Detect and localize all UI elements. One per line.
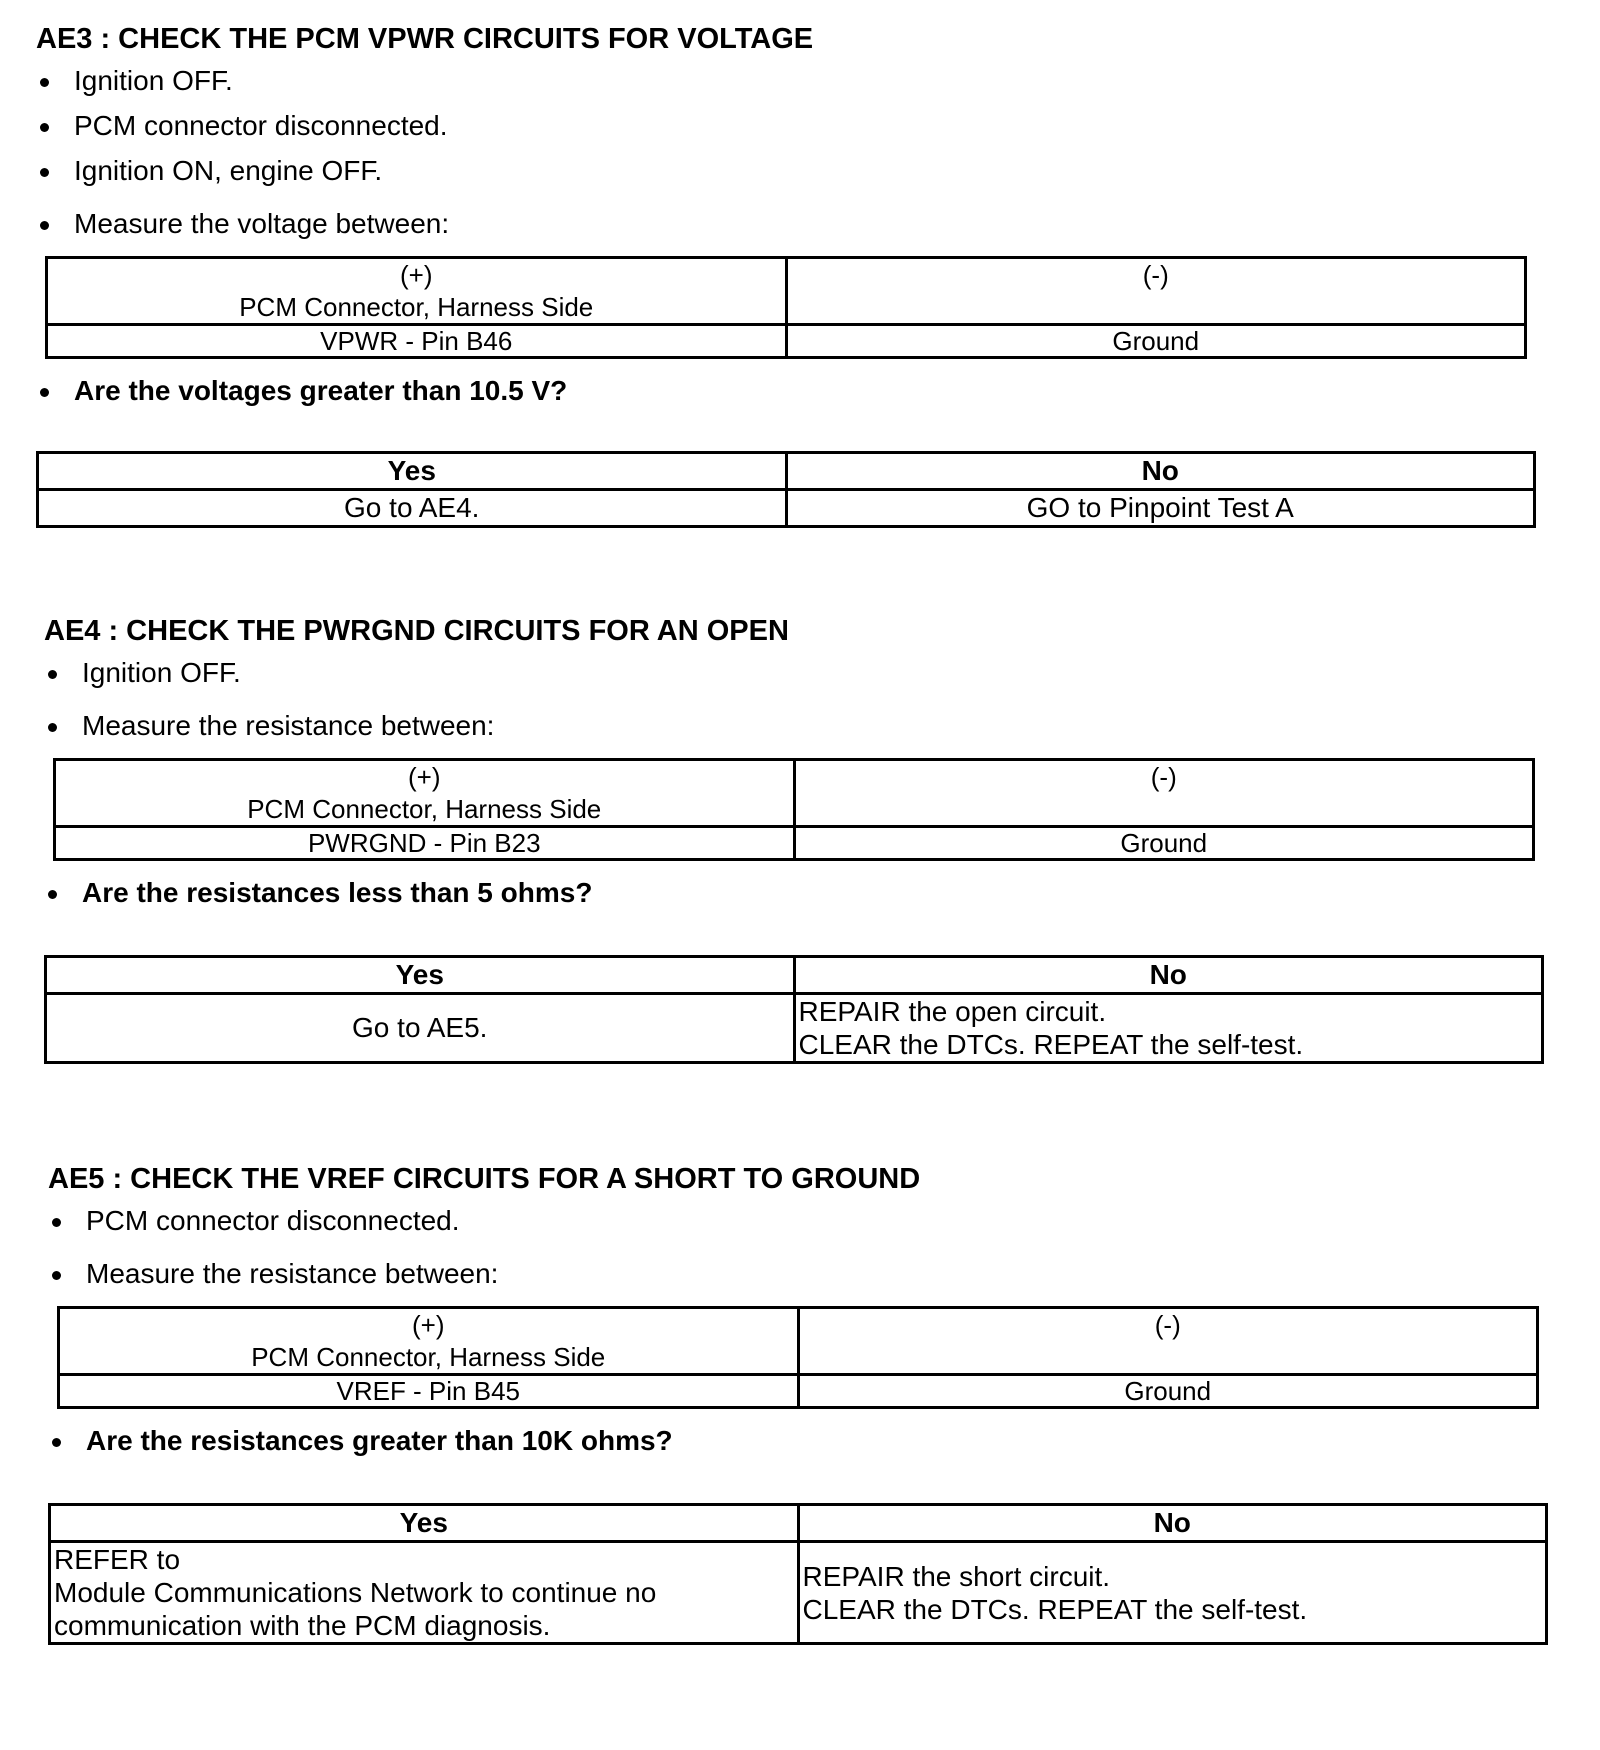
result-table xyxy=(36,451,1536,528)
plus-subheader: PCM Connector, Harness Side xyxy=(239,292,594,322)
table-row xyxy=(38,490,1535,527)
step-item: Ignition OFF. xyxy=(44,657,1564,689)
section-heading: AE5 : CHECK THE VREF CIRCUITS FOR A SHORT TO GROUND xyxy=(48,1163,921,1195)
step-list xyxy=(36,65,1556,240)
yes-result-line: communication with the PCM diagnosis. xyxy=(54,1610,551,1641)
step-item: PCM connector disconnected. xyxy=(36,110,1556,142)
plus-value: VREF - Pin B45 xyxy=(59,1375,799,1408)
section-ae4 xyxy=(44,614,1564,1064)
measurement-table xyxy=(53,758,1535,861)
plus-header: (+) xyxy=(412,1310,445,1340)
minus-value: Ground xyxy=(798,1375,1538,1408)
step-item: Ignition ON, engine OFF. xyxy=(36,155,1556,187)
minus-header: (-) xyxy=(1154,1310,1181,1340)
yes-result: Go to AE4. xyxy=(38,490,787,527)
measurement-table xyxy=(45,256,1527,359)
question-list xyxy=(36,375,1556,407)
minus-header-cell xyxy=(786,258,1526,325)
no-result-line: CLEAR the DTCs. REPEAT the self-test. xyxy=(798,1029,1304,1060)
minus-header: (-) xyxy=(1142,260,1169,290)
minus-header: (-) xyxy=(1150,762,1177,792)
yes-header: Yes xyxy=(50,1505,799,1542)
no-result-line: REPAIR the open circuit. xyxy=(798,996,1107,1027)
question: Are the resistances less than 5 ohms? xyxy=(44,877,1564,909)
table-row xyxy=(50,1542,1547,1644)
yes-result-line: Module Communications Network to continue no xyxy=(54,1577,657,1608)
no-result xyxy=(794,994,1543,1063)
yes-header: Yes xyxy=(46,957,795,994)
table-row xyxy=(47,325,1526,358)
no-result-line: CLEAR the DTCs. REPEAT the self-test. xyxy=(802,1593,1308,1625)
plus-subheader: PCM Connector, Harness Side xyxy=(251,1342,606,1372)
table-row xyxy=(46,957,1543,994)
no-result-line: REPAIR the short circuit. xyxy=(802,1560,1111,1592)
plus-value: VPWR - Pin B46 xyxy=(47,325,787,358)
step-item: Measure the resistance between: xyxy=(48,1258,1568,1290)
plus-header-cell xyxy=(55,760,795,827)
minus-header-cell xyxy=(794,760,1534,827)
table-row xyxy=(55,760,1534,827)
step-item: Measure the resistance between: xyxy=(44,710,1564,742)
question-list xyxy=(48,1425,1568,1457)
plus-header-cell xyxy=(47,258,787,325)
step-item: Ignition OFF. xyxy=(36,65,1556,97)
result-table xyxy=(44,955,1544,1064)
table-row xyxy=(46,994,1543,1063)
plus-subheader: PCM Connector, Harness Side xyxy=(247,794,602,824)
step-item: Measure the voltage between: xyxy=(36,208,1556,240)
plus-header: (+) xyxy=(408,762,441,792)
step-list xyxy=(44,657,1564,742)
no-header: No xyxy=(798,1505,1547,1542)
yes-header: Yes xyxy=(38,453,787,490)
no-result: GO to Pinpoint Test A xyxy=(786,490,1535,527)
measurement-table xyxy=(57,1306,1539,1409)
yes-result-line: REFER to xyxy=(54,1544,181,1575)
minus-header-cell xyxy=(798,1308,1538,1375)
no-header: No xyxy=(794,957,1543,994)
table-row xyxy=(50,1505,1547,1542)
table-row xyxy=(59,1375,1538,1408)
table-row xyxy=(55,827,1534,860)
result-table xyxy=(48,1503,1548,1645)
question: Are the voltages greater than 10.5 V? xyxy=(36,375,1556,407)
section-ae3 xyxy=(36,22,1556,528)
step-item: PCM connector disconnected. xyxy=(48,1205,1568,1237)
yes-result xyxy=(50,1542,799,1644)
question: Are the resistances greater than 10K ohms? xyxy=(48,1425,1568,1457)
section-heading: AE4 : CHECK THE PWRGND CIRCUITS FOR AN OPEN xyxy=(44,615,789,647)
minus-value: Ground xyxy=(794,827,1534,860)
no-result xyxy=(798,1542,1547,1644)
table-row xyxy=(38,453,1535,490)
question-list xyxy=(44,877,1564,909)
yes-result: Go to AE5. xyxy=(46,994,795,1063)
table-row xyxy=(59,1308,1538,1375)
table-row xyxy=(47,258,1526,325)
plus-header-cell xyxy=(59,1308,799,1375)
plus-value: PWRGND - Pin B23 xyxy=(55,827,795,860)
minus-value: Ground xyxy=(786,325,1526,358)
plus-header: (+) xyxy=(400,260,433,290)
section-heading: AE3 : CHECK THE PCM VPWR CIRCUITS FOR VOLTAGE xyxy=(36,23,814,55)
step-list xyxy=(48,1205,1568,1290)
no-header: No xyxy=(786,453,1535,490)
section-ae5 xyxy=(48,1162,1568,1645)
